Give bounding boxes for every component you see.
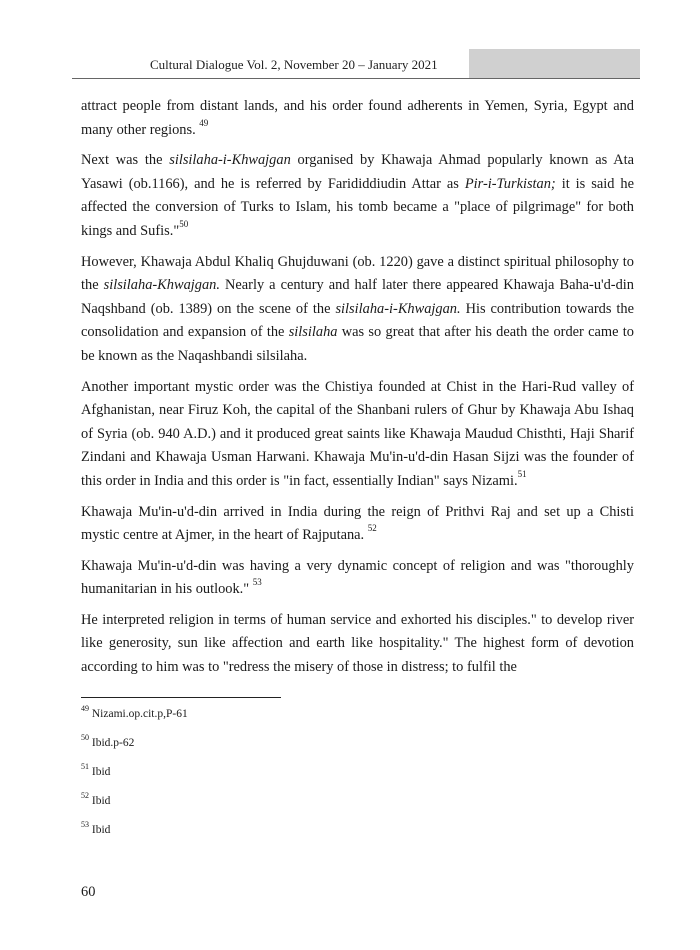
paragraph-1: attract people from distant lands, and his order found adherents in Yemen, Syria, Egypt and many other regions. $^{49}$ [81, 98, 634, 138]
footnote-number: 50 [81, 733, 89, 743]
footnote-number: 51 [81, 762, 89, 772]
paragraph-4: Another important mystic order was the Chistiya founded at Chist in the Hari-Rud valley of Afghanistan, near Firuz Koh, the capital of the Shanbani rulers of Ghur by Khawaja Abu Ishaq of Syria (ob. 940 A.D.) and it produced great saints like Khawaja Maudud Chisthti, Haji Sharif Zindani and Khawaja Usman Harwani. Khawaja Mu'in-u'd-din Hasan Sijzi was the founder of this order in India and this order is "in fact, essentially Indian" says Nizami.$^{51}$ [81, 378, 634, 489]
paragraph-6: Khawaja Mu'in-u'd-din was having a very dynamic concept of religion and was "thoroughly humanitarian in his outlook." $^{53}$ [81, 557, 634, 598]
paragraph-2: Next was the silsilaha-i-Khwajgan organised by Khawaja Ahmad popularly known as Ata Yasawi (ob.1166), and he is referred by Farididdiudin Attar as Pir-i-Turkistan; it is said he affected the conversion of Turks to Islam, his tomb became a "place of pilgrimage" for both kings and Sufis."$^{50}$ [81, 152, 634, 239]
footnote-separator [81, 697, 281, 698]
header-shaded-block [469, 49, 640, 78]
footnote-text: Nizami.op.cit.p,P-61 [89, 708, 188, 720]
footnotes [81, 703, 634, 848]
footnote-ref-51[interactable]: 51 [517, 469, 527, 480]
paragraph-5: Khawaja Mu'in-u'd-din arrived in India during the reign of Prithvi Raj and set up a Chisti mystic centre at Ajmer, in the heart of Rajputana. $^{52}$ [81, 503, 634, 544]
footnote-ref-52[interactable]: 52 [367, 523, 377, 534]
footnote-text: Ibid [89, 824, 111, 836]
footnote-item [81, 790, 634, 819]
footnote-text: Ibid [89, 766, 111, 778]
footnote-item [81, 819, 634, 848]
footnote-ref-49[interactable]: 49 [199, 117, 209, 128]
footnote-item [81, 732, 634, 761]
paragraph-7: He interpreted religion in terms of human service and exhorted his disciples." to develop river like generosity, sun like affection and earth like hospitality." The highest form of devotion according to him was to "redress the misery of those in distress; to fulfil the [81, 611, 634, 676]
paragraph-3: However, Khawaja Abdul Khaliq Ghujduwani (ob. 1220) gave a distinct spiritual philosophy to the silsilaha-Khwajgan. Nearly a century and half later there appeared Khawaja Baha-u'd-din Naqshband (ob. 1389) on the scene of the silsilaha-i-Khwajgan. His contribution towards the consolidation and expansion of the silsilaha was so great that after his death the order came to be known as the Naqashbandi silsilaha. [81, 253, 634, 364]
footnote-item [81, 703, 634, 732]
footnote-item [81, 761, 634, 790]
header-rule [72, 78, 640, 79]
footnote-text: Ibid [89, 795, 111, 807]
page-number: 60 [81, 884, 96, 900]
running-header [72, 49, 640, 79]
footnote-number: 49 [81, 704, 89, 714]
journal-title: Cultural Dialogue Vol. 2, November 20 – January 2021 [150, 57, 438, 72]
footnote-text: Ibid.p-62 [89, 737, 135, 749]
footnote-number: 53 [81, 820, 89, 830]
footnote-ref-50[interactable]: 50 [179, 219, 189, 230]
article-body [81, 95, 634, 687]
footnote-ref-53[interactable]: 53 [252, 577, 262, 588]
footnote-number: 52 [81, 791, 89, 801]
